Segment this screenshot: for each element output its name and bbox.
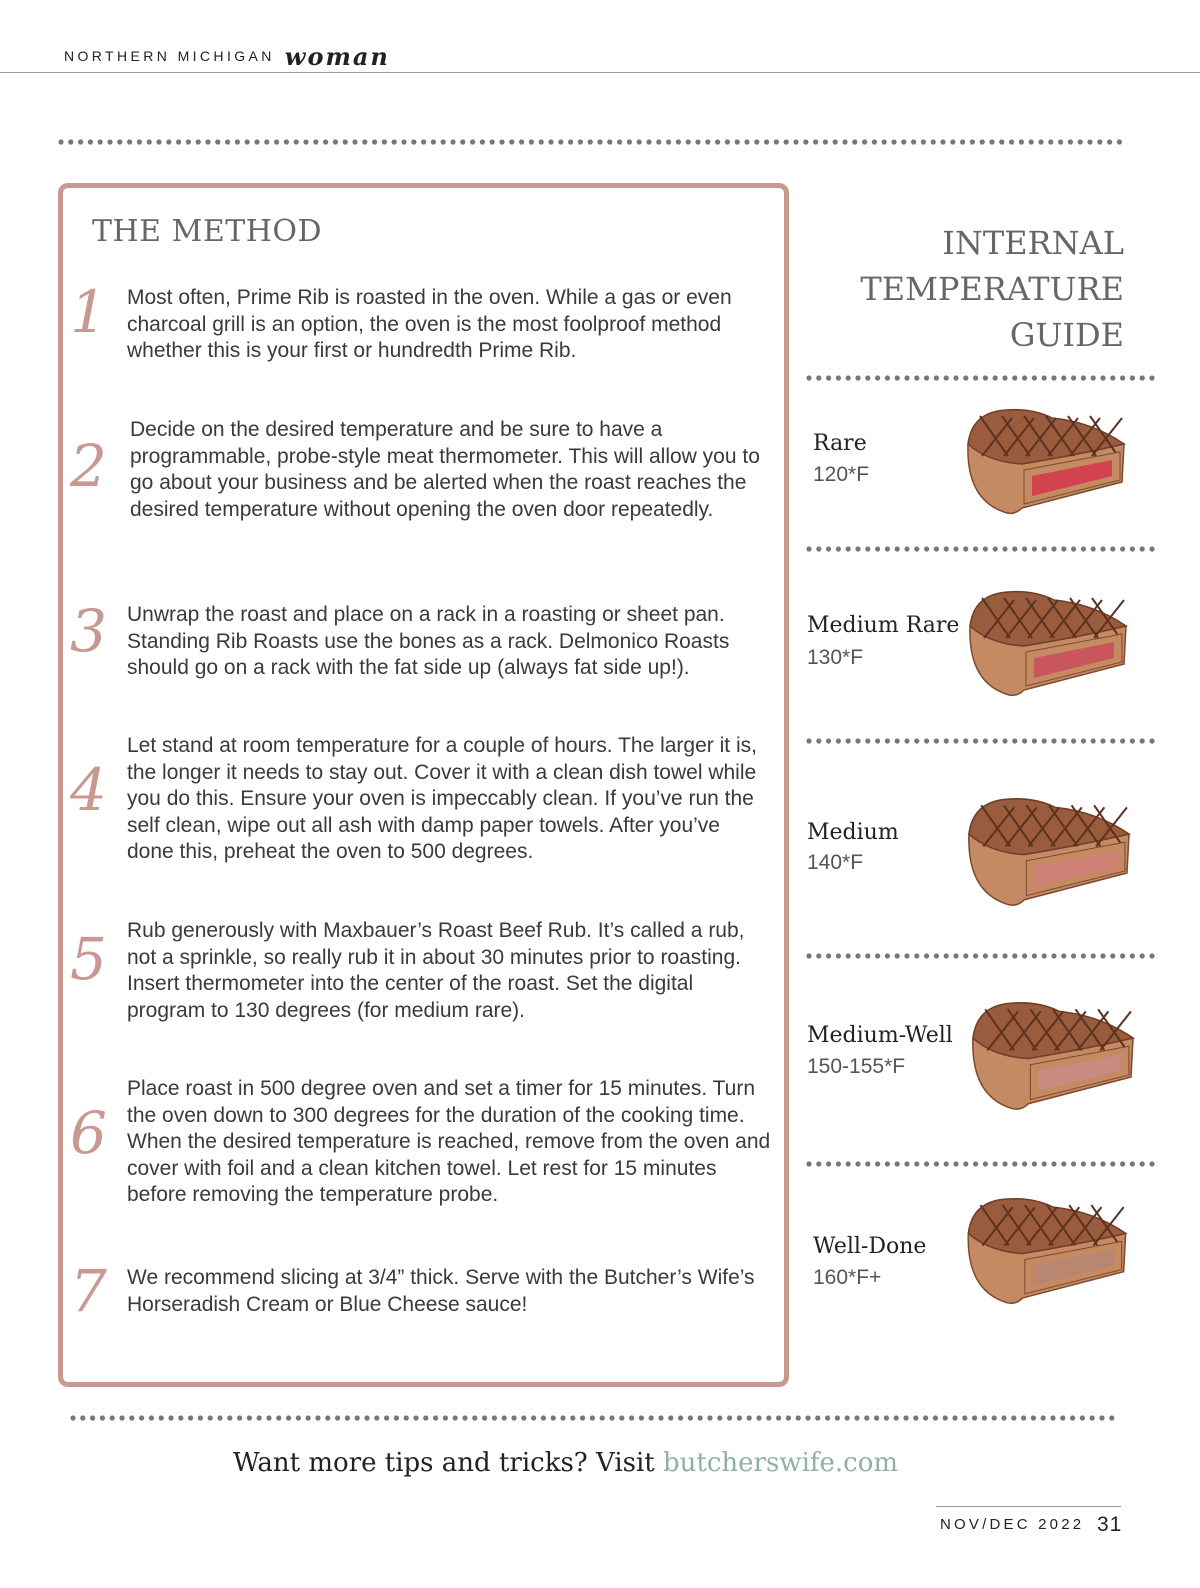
temp-value-well-done: 160*F+ [813, 1266, 882, 1289]
step-text: Decide on the desired temperature and be sure to have a programmable, probe-style meat thermometer. This will allow you to go about your business and be alerted when the roast reaches the desired temperature without opening the oven door repeatedly. [130, 418, 760, 521]
issue-date: NOV/DEC 2022 [940, 1516, 1085, 1533]
footer-rule [936, 1506, 1121, 1507]
dotted-divider-guide-5 [806, 1160, 1160, 1168]
steak-well-done-illustration [962, 1193, 1134, 1314]
temp-name-medium: Medium [807, 820, 899, 845]
dotted-divider-top [58, 138, 1122, 146]
steak-medium-rare-illustration [964, 586, 1134, 706]
footer-website-link[interactable]: butcherswife.com [663, 1448, 899, 1478]
steak-medium-illustration [962, 793, 1138, 916]
page-number: 31 [1097, 1513, 1123, 1536]
guide-title-line: TEMPERATURE [860, 270, 1124, 308]
step-number: 2 [70, 432, 107, 500]
step-text: Most often, Prime Rib is roasted in the oven. While a gas or even charcoal grill is an option, the oven is the most foolproof method whether this is your first or hundredth Prime Rib. [127, 286, 732, 362]
step-text: Unwrap the roast and place on a rack in a roasting or sheet pan. Standing Rib Roasts use the bones as a rack. Delmonico Roasts should go on a rack with the fat side up (always fat side up!). [127, 603, 730, 679]
temp-name-medium-well: Medium-Well [807, 1023, 953, 1048]
temp-value-rare: 120*F [813, 463, 870, 486]
step-number: 3 [70, 597, 107, 665]
step-text: Place roast in 500 degree oven and set a timer for 15 minutes. Turn the oven down to 300 degrees for the duration of the cooking time. When the desired temperature is reached, remove from the oven and cover with foil and a clean kitchen towel. Let rest for 15 minutes before removing the temperature probe. [127, 1077, 771, 1206]
dotted-divider-guide-3 [806, 737, 1160, 745]
temp-value-medium-rare: 130*F [807, 646, 864, 669]
footer-cta [0, 1448, 1131, 1478]
guide-title [840, 220, 1124, 358]
method-title: THE METHOD [92, 214, 323, 249]
steak-rare-illustration [962, 404, 1132, 524]
temp-name-medium-rare: Medium Rare [807, 613, 960, 638]
footer-cta-text: Want more tips and tricks? Visit [232, 1448, 664, 1478]
masthead-script-logo: woman [284, 41, 390, 71]
step-number: 7 [70, 1257, 107, 1325]
step-text: Let stand at room temperature for a couple of hours. The larger it is, the longer it needs to stay out. Cover it with a clean dish towel while you do this. Ensure your oven is impeccably clean. If you’ve run the self clean, wipe out all ash with damp paper towels. After you’ve done this, preheat the oven to 500 degrees. [127, 734, 757, 863]
step-number: 4 [70, 756, 107, 824]
guide-title-line: GUIDE [1009, 316, 1124, 354]
masthead [64, 40, 390, 72]
step-number: 1 [70, 278, 107, 346]
dotted-divider-guide-2 [806, 545, 1160, 553]
dotted-divider-guide-4 [806, 952, 1160, 960]
step-number: 6 [70, 1099, 107, 1167]
temp-value-medium-well: 150-155*F [807, 1055, 906, 1078]
step-text: Rub generously with Maxbauer’s Roast Beef Rub. It’s called a rub, not a sprinkle, so really rub it in about 30 minutes prior to roasting. Insert thermometer into the center of the roast. Set the digital program to 130 degrees (for medium rare). [127, 919, 745, 1022]
temp-value-medium: 140*F [807, 851, 864, 874]
dotted-divider-guide-1 [806, 374, 1160, 382]
step-number: 5 [70, 925, 107, 993]
step-text: We recommend slicing at 3/4” thick. Serve with the Butcher’s Wife’s Horseradish Cream or Blue Cheese sauce! [127, 1266, 755, 1316]
header-rule [0, 72, 1200, 73]
temp-name-rare: Rare [813, 431, 867, 456]
dotted-divider-bottom [70, 1414, 1120, 1422]
temp-name-well-done: Well-Done [813, 1234, 927, 1259]
guide-title-line: INTERNAL [942, 224, 1124, 262]
steak-medium-well-illustration [966, 997, 1142, 1120]
masthead-brand: NORTHERN MICHIGAN [64, 48, 275, 64]
